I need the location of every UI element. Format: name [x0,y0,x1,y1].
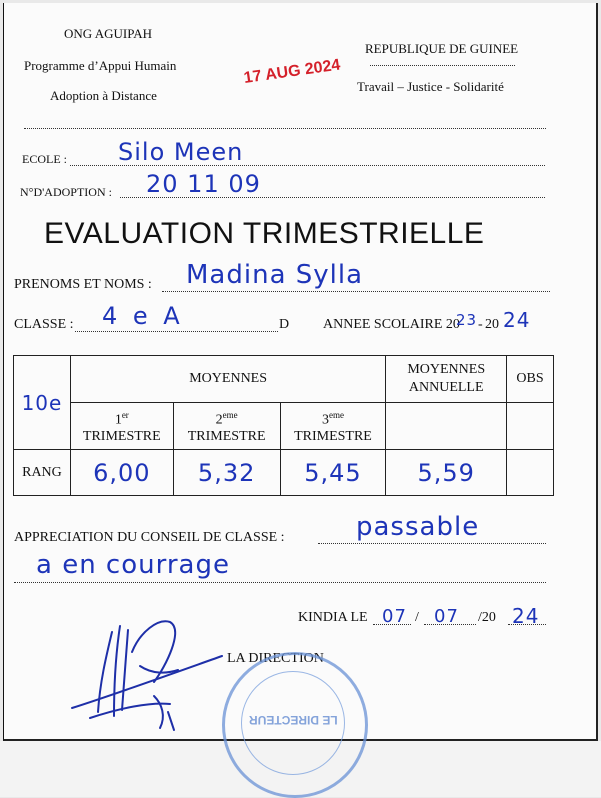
class-label: CLASSE : [14,317,74,332]
date-day: 07 [382,606,407,627]
school-year-mid: 20 [485,317,499,332]
trimester-1-header: 1er TRIMESTRE [70,403,173,450]
class-line [75,331,278,332]
class-suffix: D [279,317,290,332]
school-year-label: ANNEE SCOLAIRE 20 [323,317,460,332]
date-stamp: 17 AUG 2024 [242,56,342,87]
appreciation-line-2 [14,582,546,583]
appreciation-value-2: a en courrage [36,550,230,580]
ecole-value: Silo Meen [118,138,244,166]
place-label: KINDIA LE [298,610,368,625]
page-title: EVALUATION TRIMESTRIELLE [44,217,485,250]
date-year-prefix: /20 [478,610,496,625]
header-dotted-line [370,65,515,66]
names-line [162,291,550,292]
org-name: ONG AGUIPAH [64,26,153,41]
school-year-start: 23 [456,311,478,329]
adoption-number-label: N°D'ADOPTION : [20,185,112,199]
date-slash-1: / [415,610,419,625]
obs-value [507,450,554,496]
adoption-text: Adoption à Distance [50,88,157,103]
date-month: 07 [434,606,459,627]
school-year-end: 24 [503,308,531,332]
signature-image [70,612,230,742]
appreciation-value-1: passable [356,512,480,542]
names-label: PRENOMS ET NOMS : [14,277,152,292]
trimester-3-value: 5,45 [280,450,386,496]
official-seal: LE DIRECTEUR [222,652,368,798]
class-value: 4 e A [102,302,184,330]
direction-label: LA DIRECTION [227,651,324,666]
annual-empty-cell [386,403,507,450]
national-motto: Travail – Justice - Solidarité [357,79,504,94]
school-year-dash: - [478,317,483,332]
annual-value: 5,59 [386,450,507,496]
adoption-number-value: 20 11 09 [146,170,261,198]
appreciation-line [318,543,546,544]
moyennes-header: MOYENNES [70,356,385,403]
student-names-value: Madina Sylla [186,260,364,290]
trimester-2-header: 2eme TRIMESTRE [173,403,280,450]
obs-header: OBS [507,356,554,403]
corner-note: 10e [21,390,63,415]
trimester-3-header: 3eme TRIMESTRE [280,403,386,450]
obs-empty-cell [507,403,554,450]
program-name: Programme d’Appui Humain [24,58,177,73]
rank-label: RANG [14,450,71,496]
header-divider [24,128,546,129]
trimester-2-value: 5,32 [173,450,280,496]
corner-cell [14,356,71,450]
appreciation-label: APPRECIATION DU CONSEIL DE CLASSE : [14,530,285,545]
ecole-label: ECOLE : [22,152,67,166]
trimester-1-value: 6,00 [70,450,173,496]
republic-name: REPUBLIQUE DE GUINEE [365,41,519,56]
date-year-suffix: 24 [512,604,540,628]
grades-table [13,355,554,496]
annual-header: MOYENNES ANNUELLE [386,356,507,403]
